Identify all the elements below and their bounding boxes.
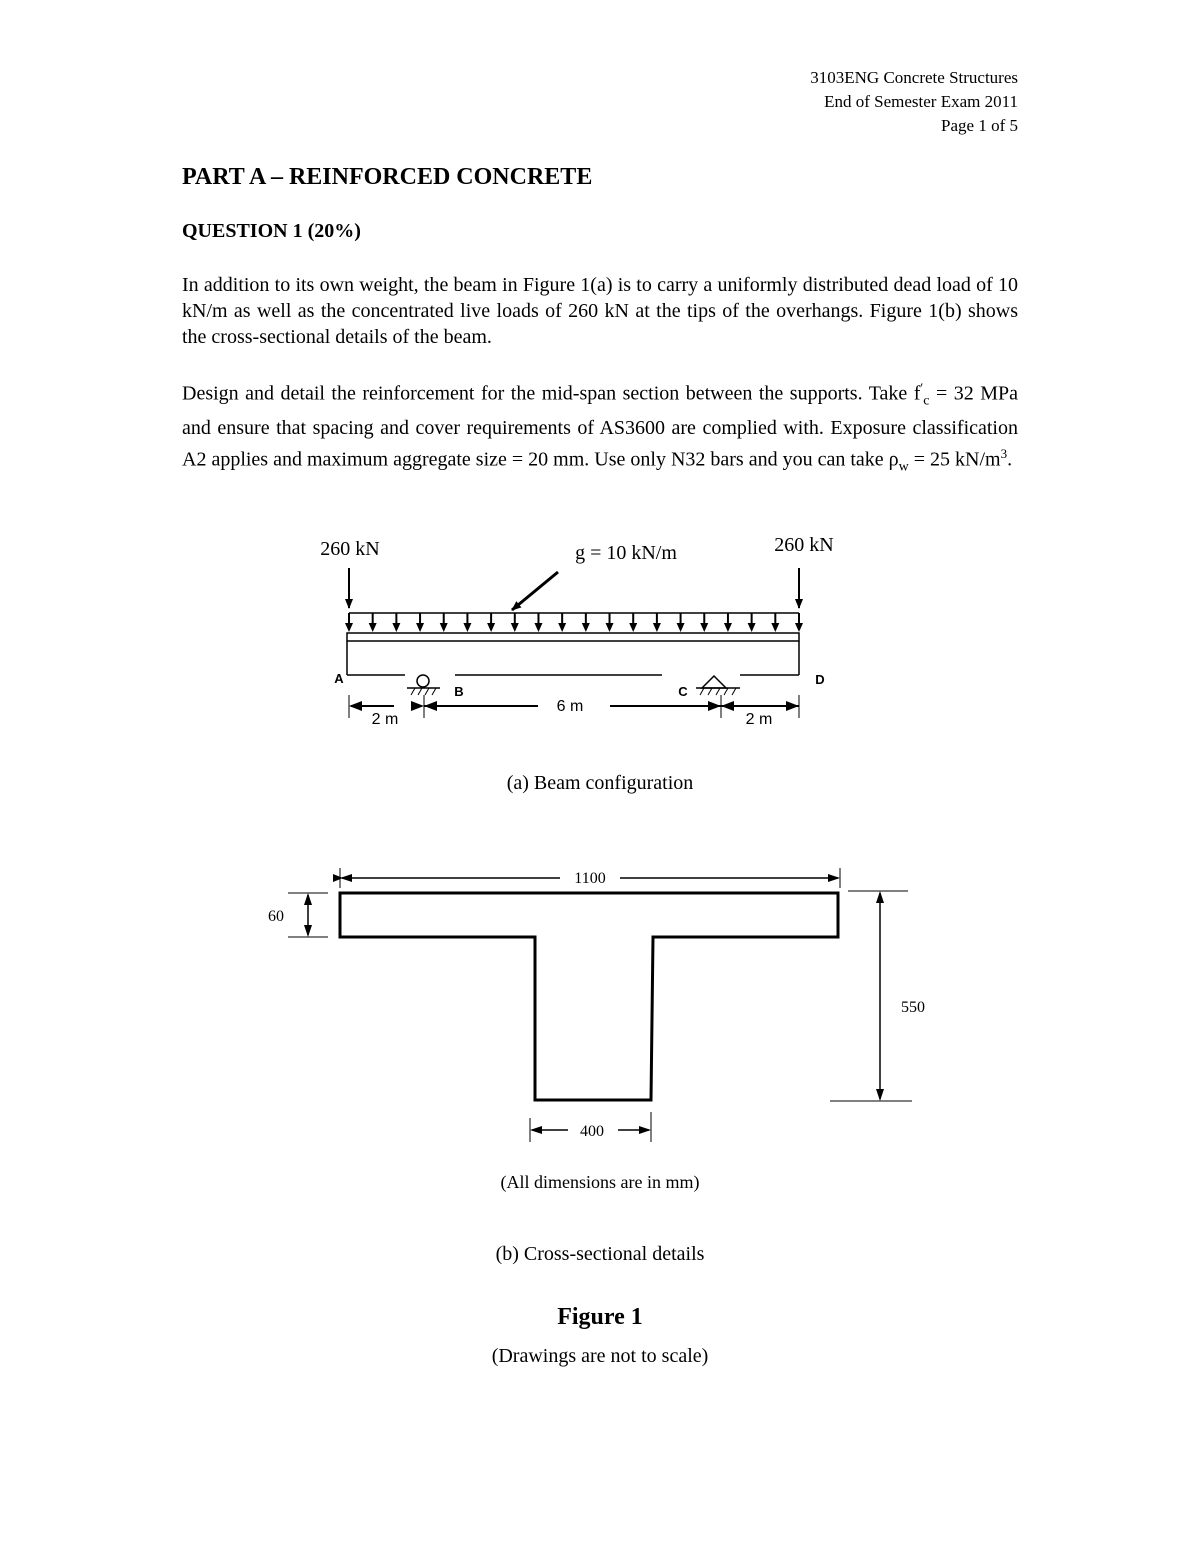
figure-a-caption: (a) Beam configuration [506,772,694,794]
paragraph2-part3: = 25 kN/m [908,448,1001,471]
fc-subscript: c [923,393,930,409]
t-section-outline [340,893,838,1100]
span-left-label: 2 m [371,711,399,728]
web-width-label: 400 [580,1123,604,1140]
span-mid-label: 6 m [556,698,584,715]
point-b-label: B [454,684,464,699]
point-a-label: A [334,671,344,686]
rho-subscript: w [898,459,909,475]
left-point-load-label: 260 kN [320,538,380,560]
figure-note: (Drawings are not to scale) [491,1345,709,1367]
flange-depth-label: 60 [268,908,284,925]
udl-arrow-head [700,623,708,632]
udl-arrow-head [511,623,519,632]
udl-arrow-head [724,623,732,632]
udl-arrow-head [677,623,685,632]
udl-arrow-head [653,623,661,632]
udl-arrow-head [582,623,590,632]
paragraph2-part1: Design and detail the reinforcement for the mid-span section between the supports. Take f [182,382,921,405]
exam-name: End of Semester Exam 2011 [824,92,1018,111]
udl-arrow-head [392,623,400,632]
pin-support-c [696,676,740,695]
figure-title: Figure 1 [557,1304,643,1330]
total-depth-label: 550 [901,999,925,1016]
udl-arrow-head [629,623,637,632]
beam-configuration-diagram [0,520,1200,750]
right-point-load-label: 260 kN [774,534,834,556]
page-number: Page 1 of 5 [941,116,1018,135]
figure-b-caption: (b) Cross-sectional details [495,1243,705,1265]
roller-support-b [407,675,440,695]
question-paragraph-1: In addition to its own weight, the beam in Figure 1(a) is to carry a uniformly distributed dead load of 10 kN/m as well as the concentrated live loads of 260 kN at the tips of the overhangs. Figure 1(b) shows the cross-sectional details of the beam. [182,274,1018,348]
point-c-label: C [678,684,688,699]
udl-arrow-head [748,623,756,632]
question-paragraph-2 [182,375,1018,480]
beam-top-flange [347,633,799,641]
unit-superscript: 3 [1000,445,1008,461]
span-right-label: 2 m [745,711,773,728]
point-d-label: D [815,672,825,687]
flange-width-label: 1100 [574,870,606,887]
cross-section-diagram [0,850,1200,1170]
paragraph2-part4: . [1007,448,1013,471]
udl-arrow-head [534,623,542,632]
udl-arrow-head [345,623,353,632]
part-title: PART A – REINFORCED CONCRETE [182,164,593,190]
exam-header [810,66,1018,138]
udl-arrow-head [606,623,614,632]
udl-arrow-head [487,623,495,632]
udl-arrow-head [771,623,779,632]
udl-label: g = 10 kN/m [575,542,677,564]
course-code: 3103ENG Concrete Structures [810,68,1018,87]
udl-arrows [345,613,803,632]
paragraph2-part2: = 32 MPa and ensure that spacing and cover requirements of AS3600 are complied with. Exposure classification A2 applies and maximum aggregate size = 20 mm. Use only N32 bars and you can take ρ [182,382,1018,471]
udl-arrow-head [440,623,448,632]
question-title: QUESTION 1 (20%) [182,220,361,242]
udl-arrow-head [463,623,471,632]
udl-arrow-head [795,623,803,632]
udl-arrow-head [558,623,566,632]
fc-prime: ′ [920,380,924,395]
udl-pointer-arrow [512,572,558,610]
udl-arrow-head [416,623,424,632]
units-note: (All dimensions are in mm) [500,1172,700,1192]
udl-arrow-head [369,623,377,632]
